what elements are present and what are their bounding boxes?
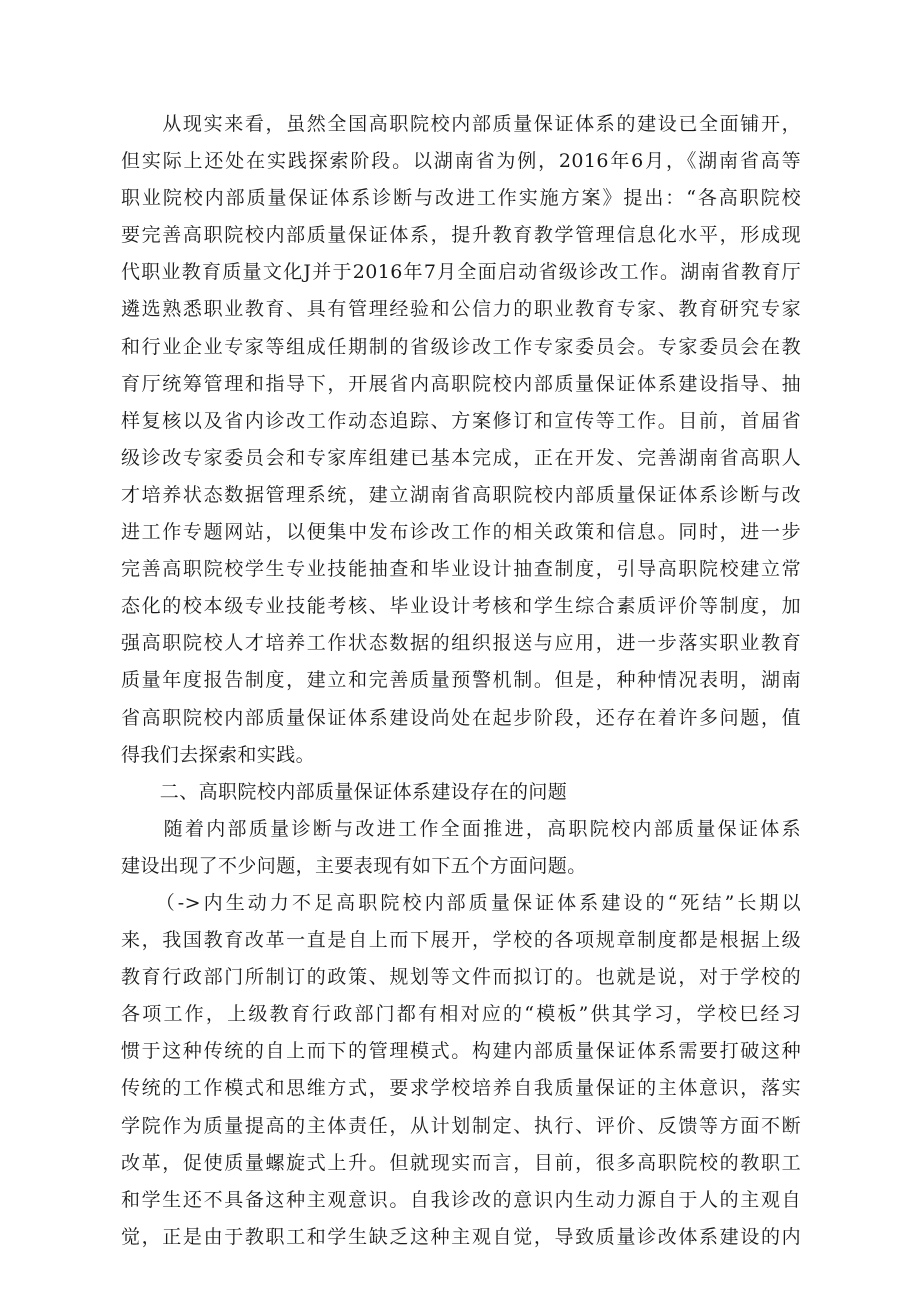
text-line: 得我们去探索和实践。 bbox=[121, 743, 316, 766]
text-line: 才培养状态数据管理系统，建立湖南省高职院校内部质量保证体系诊断与改 bbox=[121, 483, 801, 506]
text-line: （->内生动力不足高职院校内部质量保证体系建设的“死结”长期以 bbox=[121, 891, 801, 914]
text-line: 代职业教育质量文化J并于2016年7月全面启动省级诊改工作。湖南省教育厅 bbox=[121, 261, 801, 284]
text-line: 样复核以及省内诊改工作动态追踪、方案修订和宣传等工作。目前，首届省 bbox=[121, 409, 801, 432]
text-line: 随着内部质量诊断与改进工作全面推进，高职院校内部质量保证体系 bbox=[121, 817, 801, 840]
text-line: 要完善高职院校内部质量保证体系，提升教育教学管理信息化水平，形成现 bbox=[121, 224, 801, 247]
text-line: 惯于这种传统的自上而下的管理模式。构建内部质量保证体系需要打破这种 bbox=[121, 1040, 801, 1063]
text-line: 教育行政部门所制订的政策、规划等文件而拟订的。也就是说，对于学校的 bbox=[121, 966, 801, 989]
paragraph-3 bbox=[121, 885, 801, 1256]
text-line: 级诊改专家委员会和专家库组建已基本完成，正在开发、完善湖南省高职人 bbox=[121, 446, 801, 469]
text-line: 完善高职院校学生专业技能抽查和毕业设计抽查制度，引导高职院校建立常 bbox=[121, 558, 801, 581]
document-body bbox=[121, 106, 801, 1256]
paragraph-2 bbox=[121, 811, 801, 885]
text-line: 质量年度报告制度，建立和完善质量预警机制。但是，种种情况表明，湖南 bbox=[121, 669, 801, 692]
text-line: 进工作专题网站，以便集中发布诊改工作的相关政策和信息。同时，进一步 bbox=[121, 521, 801, 544]
text-line: 传统的工作模式和思维方式，要求学校培养自我质量保证的主体意识，落实 bbox=[121, 1077, 801, 1100]
text-line: 态化的校本级专业技能考核、毕业设计考核和学生综合素质评价等制度，加 bbox=[121, 595, 801, 618]
text-line: 各项工作，上级教育行政部门都有相对应的“模板”供其学习，学校巳经习 bbox=[121, 1003, 801, 1026]
text-line: 育厅统筹管理和指导下，开展省内高职院校内部质量保证体系建设指导、抽 bbox=[121, 372, 801, 395]
text-line: 改革，促使质量螺旋式上升。但就现实而言，目前，很多高职院校的教职工 bbox=[121, 1151, 801, 1174]
paragraph-1 bbox=[121, 106, 801, 774]
heading-text: 二、高职院校内部质量保证体系建设存在的问题 bbox=[121, 780, 568, 803]
text-line: 但实际上还处在实践探索阶段。以湖南省为例，2016年6月，《湖南省高等 bbox=[121, 150, 801, 173]
text-line: 从现实来看，虽然全国高职院校内部质量保证体系的建设已全面铺开， bbox=[121, 113, 801, 135]
text-line: 职业院校内部质量保证体系诊断与改进工作实施方案》提出：“各高职院校 bbox=[121, 187, 801, 210]
text-line: 强高职院校人才培养工作状态数据的组织报送与应用，进一步落实职业教育 bbox=[121, 632, 801, 655]
text-line: 建设出现了不少问题，主要表现有如下五个方面问题。 bbox=[121, 854, 587, 877]
text-line: 和行业企业专家等组成任期制的省级诊改工作专家委员会。专家委员会在教 bbox=[121, 335, 801, 358]
text-line: 学院作为质量提高的主体责任，从计划制定、执行、评价、反馈等方面不断 bbox=[121, 1114, 801, 1137]
text-line: 遴选熟悉职业教育、具有管理经验和公信力的职业教育专家、教育研究专家 bbox=[121, 298, 801, 321]
text-line: 和学生还不具备这种主观意识。自我诊改的意识内生动力源自于人的主观自 bbox=[121, 1188, 801, 1211]
text-line: 觉，正是由于教职工和学生缺乏这种主观自觉，导致质量诊改体系建设的内 bbox=[121, 1225, 801, 1248]
text-line: 来，我国教育改革一直是自上而下展开，学校的各项规章制度都是根据上级 bbox=[121, 929, 801, 952]
text-line: 省高职院校内部质量保证体系建设尚处在起步阶段，还存在着许多问题，值 bbox=[121, 706, 801, 729]
section-heading bbox=[121, 774, 801, 811]
